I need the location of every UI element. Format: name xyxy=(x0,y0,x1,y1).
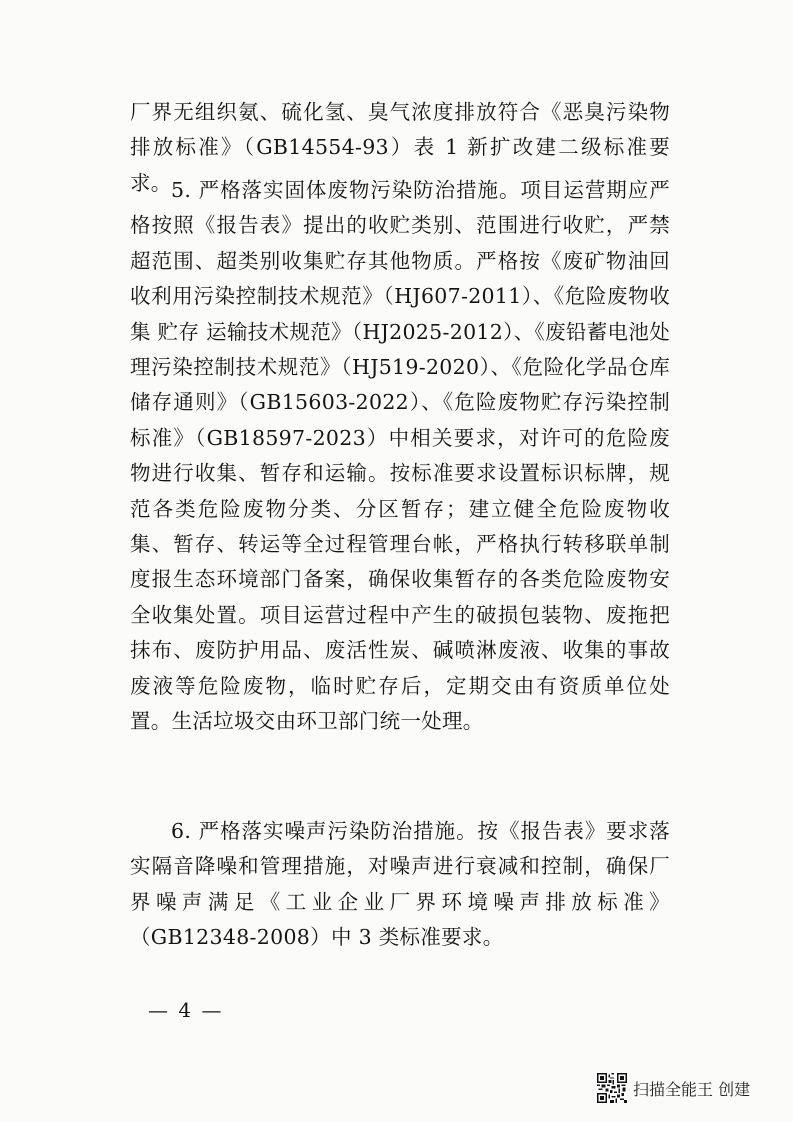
page-number: — 4 — xyxy=(148,998,224,1022)
paragraph-solid-waste: 5. 严格落实固体废物污染防治措施。项目运营期应严格按照《报告表》提出的收贮类别、范围进行收贮，严禁超范围、超类别收集贮存其他物质。严格按《废矿物油回收利用污染控制技术规范》（HJ607-2011）、《危险废物收集 贮存 运输技术规范》（HJ2025-2012）、《废铅蓄电池处理污染控制技术规范》（HJ519-2020）、《危险化学品仓库储存通则》（GB15603-2022）、《危险废物贮存污染控制标准》（GB18597-2023）中相关要求，对许可的危险废物进行收集、暂存和运输。按标准要求设置标识标牌，规范各类危险废物分类、分区暂存；建立健全危险废物收集、暂存、转运等全过程管理台帐，严格执行转移联单制度报生态环境部门备案，确保收集暂存的各类危险废物安全收集处置。项目运营过程中产生的破损包装物、废拖把抹布、废防护用品、废活性炭、碱喷淋废液、收集的事故废液等危险废物，临时贮存后，定期交由有资质单位处置。生活垃圾交由环卫部门统一处理。 xyxy=(130,178,670,734)
watermark-text: 扫描全能王 创建 xyxy=(633,1079,751,1099)
paragraph-solid-waste-block xyxy=(130,173,670,740)
paragraph-ammonia-emission: 厂界无组织氨、硫化氢、臭气浓度排放符合《恶臭污染物排放标准》（GB14554-93）表 1 新扩改建二级标准要求。 xyxy=(130,100,670,195)
scanner-watermark xyxy=(597,1072,750,1104)
qr-code-icon xyxy=(597,1073,627,1103)
paragraph-noise-block xyxy=(130,814,670,956)
paragraph-noise: 6. 严格落实噪声污染防治措施。按《报告表》要求落实隔音降噪和管理措施，对噪声进行衰减和控制，确保厂界噪声满足《工业企业厂界环境噪声排放标准》（GB12348-2008）中 3 类标准要求。 xyxy=(130,819,670,950)
